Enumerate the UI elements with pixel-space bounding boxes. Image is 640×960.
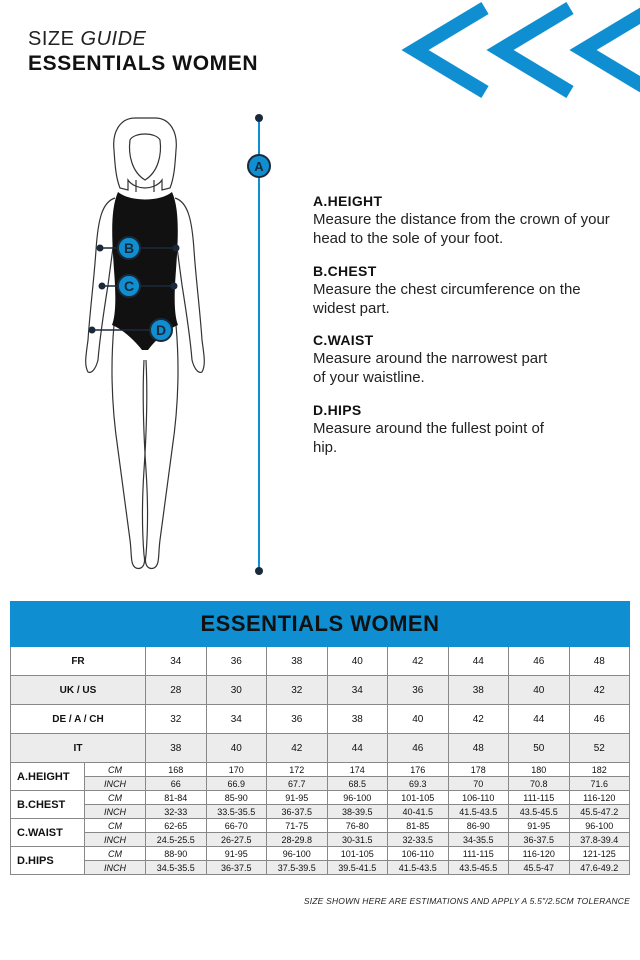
measurement-cell: 101-105 [388, 791, 449, 805]
size-system-label: FR [11, 647, 146, 676]
measurement-cell: 33.5-35.5 [206, 805, 267, 819]
size-cell: 34 [327, 676, 388, 705]
measurement-cell: 47.6-49.2 [569, 861, 630, 875]
measurement-cell: 116-120 [569, 791, 630, 805]
size-cell: 42 [267, 734, 328, 763]
body-figure [70, 110, 230, 590]
marker-d: D [155, 322, 167, 338]
measurement-cell: 101-105 [327, 847, 388, 861]
size-cell: 38 [267, 647, 328, 676]
size-cell: 32 [146, 705, 207, 734]
desc-chest [313, 263, 623, 318]
measurement-cell: 81-84 [146, 791, 207, 805]
measurement-cell: 39.5-41.5 [327, 861, 388, 875]
size-cell: 38 [327, 705, 388, 734]
measurement-cell: 41.5-43.5 [448, 805, 509, 819]
measurement-cell: 66 [146, 777, 207, 791]
measurement-cell: 66-70 [206, 819, 267, 833]
size-cell: 40 [206, 734, 267, 763]
measurement-cell: 91-95 [509, 819, 570, 833]
desc-chest-title: B.CHEST [313, 263, 377, 279]
unit-label: INCH [85, 861, 146, 875]
measurement-cell: 36-37.5 [267, 805, 328, 819]
measurement-cell: 26-27.5 [206, 833, 267, 847]
measurement-cell: 67.7 [267, 777, 328, 791]
size-cell: 42 [448, 705, 509, 734]
size-system-row [11, 705, 630, 734]
size-cell: 42 [569, 676, 630, 705]
size-cell: 42 [388, 647, 449, 676]
guide-word: GUIDE [80, 28, 147, 50]
size-cell: 40 [327, 647, 388, 676]
desc-hips-text: Measure around the fullest point of hip. [313, 420, 544, 456]
measurement-cell: 36-37.5 [509, 833, 570, 847]
measurement-label: B.CHEST [11, 791, 85, 819]
measurement-cell: 170 [206, 763, 267, 777]
measurement-row [11, 847, 630, 861]
size-system-label: DE / A / CH [11, 705, 146, 734]
measurement-cell: 111-115 [509, 791, 570, 805]
measurement-cell: 96-100 [569, 819, 630, 833]
size-cell: 28 [146, 676, 207, 705]
measurement-row [11, 861, 630, 875]
size-cell: 36 [388, 676, 449, 705]
measurement-cell: 81-85 [388, 819, 449, 833]
measurement-cell: 43.5-45.5 [509, 805, 570, 819]
measurement-cell: 76-80 [327, 819, 388, 833]
measurement-cell: 34-35.5 [448, 833, 509, 847]
size-cell: 44 [448, 647, 509, 676]
unit-label: CM [85, 847, 146, 861]
measurement-cell: 116-120 [509, 847, 570, 861]
measurement-cell: 96-100 [327, 791, 388, 805]
measurement-cell: 176 [388, 763, 449, 777]
size-system-label: IT [11, 734, 146, 763]
size-cell: 48 [569, 647, 630, 676]
measurement-cell: 38-39.5 [327, 805, 388, 819]
size-cell: 34 [206, 705, 267, 734]
marker-a: A [254, 159, 264, 174]
size-cell: 48 [448, 734, 509, 763]
desc-height-text: Measure the distance from the crown of your head to the sole of your foot. [313, 211, 610, 247]
measurement-cell: 43.5-45.5 [448, 861, 509, 875]
measurement-cell: 62-65 [146, 819, 207, 833]
size-table [10, 601, 630, 875]
tolerance-note: SIZE SHOWN HERE ARE ESTIMATIONS AND APPLY A 5.5"/2.5CM TOLERANCE [303, 896, 630, 906]
measurement-row [11, 833, 630, 847]
size-cell: 32 [267, 676, 328, 705]
table-title: ESSENTIALS WOMEN [11, 602, 630, 647]
desc-waist [313, 332, 558, 387]
size-system-row [11, 734, 630, 763]
measurement-label: D.HIPS [11, 847, 85, 875]
measurement-cell: 85-90 [206, 791, 267, 805]
measurement-cell: 45.5-47 [509, 861, 570, 875]
desc-chest-text: Measure the chest circumference on the widest part. [313, 281, 581, 317]
desc-hips-title: D.HIPS [313, 402, 362, 418]
measurement-cell: 37.8-39.4 [569, 833, 630, 847]
measurement-cell: 71-75 [267, 819, 328, 833]
size-cell: 46 [569, 705, 630, 734]
measurement-cell: 174 [327, 763, 388, 777]
marker-c: C [123, 278, 135, 294]
desc-waist-text: Measure around the narrowest part of your waistline. [313, 350, 548, 386]
size-cell: 40 [388, 705, 449, 734]
size-cell: 36 [206, 647, 267, 676]
measurement-cell: 28-29.8 [267, 833, 328, 847]
measurement-cell: 178 [448, 763, 509, 777]
measurement-cell: 70 [448, 777, 509, 791]
measurement-row [11, 819, 630, 833]
desc-waist-title: C.WAIST [313, 332, 374, 348]
measurement-cell: 86-90 [448, 819, 509, 833]
measurement-cell: 24.5-25.5 [146, 833, 207, 847]
measurement-cell: 70.8 [509, 777, 570, 791]
measurement-label: C.WAIST [11, 819, 85, 847]
size-system-row [11, 647, 630, 676]
measurement-cell: 69.3 [388, 777, 449, 791]
unit-label: INCH [85, 833, 146, 847]
measurement-row [11, 777, 630, 791]
unit-label: INCH [85, 805, 146, 819]
measurement-cell: 106-110 [448, 791, 509, 805]
page-title: ESSENTIALS WOMEN [28, 52, 259, 75]
size-cell: 46 [388, 734, 449, 763]
measurement-row [11, 805, 630, 819]
size-cell: 44 [509, 705, 570, 734]
measurement-label: A.HEIGHT [11, 763, 85, 791]
measurement-cell: 172 [267, 763, 328, 777]
measurement-cell: 71.6 [569, 777, 630, 791]
size-system-label: UK / US [11, 676, 146, 705]
desc-height [313, 193, 623, 248]
measurement-cell: 68.5 [327, 777, 388, 791]
size-cell: 30 [206, 676, 267, 705]
unit-label: CM [85, 819, 146, 833]
size-cell: 50 [509, 734, 570, 763]
measurement-cell: 106-110 [388, 847, 449, 861]
measurement-row [11, 763, 630, 777]
measurement-cell: 32-33.5 [388, 833, 449, 847]
measurement-row [11, 791, 630, 805]
unit-label: CM [85, 763, 146, 777]
desc-height-title: A.HEIGHT [313, 193, 383, 209]
measurement-cell: 66.9 [206, 777, 267, 791]
size-rows [11, 763, 630, 875]
measurement-cell: 37.5-39.5 [267, 861, 328, 875]
measurement-cell: 182 [569, 763, 630, 777]
size-cell: 38 [146, 734, 207, 763]
measurement-cell: 36-37.5 [206, 861, 267, 875]
measurement-cell: 91-95 [206, 847, 267, 861]
size-cell: 34 [146, 647, 207, 676]
measurement-cell: 121-125 [569, 847, 630, 861]
unit-label: CM [85, 791, 146, 805]
measurement-cell: 168 [146, 763, 207, 777]
size-cell: 40 [509, 676, 570, 705]
size-word: SIZE [28, 28, 75, 50]
measurement-cell: 111-115 [448, 847, 509, 861]
measurement-cell: 32-33 [146, 805, 207, 819]
marker-b: B [123, 240, 135, 256]
size-cell: 46 [509, 647, 570, 676]
size-cell: 44 [327, 734, 388, 763]
measurement-cell: 96-100 [267, 847, 328, 861]
measurement-cell: 88-90 [146, 847, 207, 861]
size-system-row [11, 676, 630, 705]
measurement-cell: 91-95 [267, 791, 328, 805]
size-cell: 52 [569, 734, 630, 763]
measurement-cell: 40-41.5 [388, 805, 449, 819]
measurement-cell: 34.5-35.5 [146, 861, 207, 875]
measurement-cell: 30-31.5 [327, 833, 388, 847]
size-cell: 38 [448, 676, 509, 705]
size-cell: 36 [267, 705, 328, 734]
measurement-cell: 41.5-43.5 [388, 861, 449, 875]
measurement-cell: 180 [509, 763, 570, 777]
unit-label: INCH [85, 777, 146, 791]
desc-hips [313, 402, 558, 457]
measurement-cell: 45.5-47.2 [569, 805, 630, 819]
